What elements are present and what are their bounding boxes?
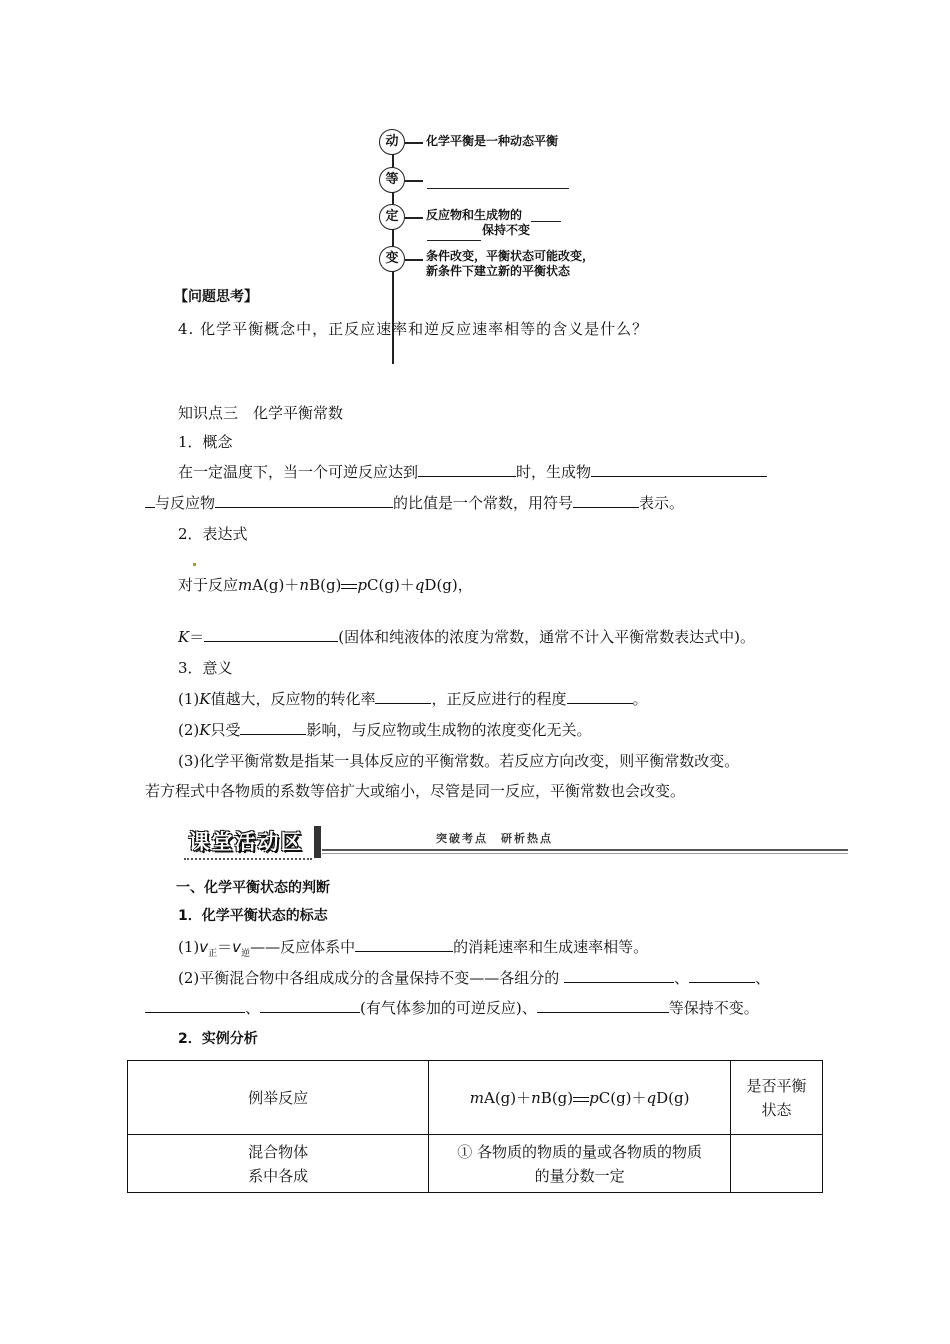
- k-expression-line: K＝ (固体和纯液体的浓度为常数，通常不计入平衡常数表达式中)。: [178, 628, 755, 646]
- diagram-text-bian-1: 条件改变，平衡状态可能改变，: [426, 249, 595, 263]
- meaning-1: (1)K值越大，反应物的转化率 ，正反应进行的程度 。: [178, 690, 648, 708]
- expression-title: 2．表达式: [178, 525, 248, 543]
- diagram-node-dong: 动: [379, 129, 405, 155]
- diagram-text-ding-2: 保持不变: [482, 223, 531, 237]
- banner-rule: [322, 849, 848, 851]
- blank: [564, 968, 674, 983]
- example-analysis-table: [127, 1060, 823, 1193]
- part1-heading: 一、化学平衡状态的判断: [176, 880, 330, 896]
- diagram-node-ding: 定: [379, 204, 405, 230]
- part1-item-2-line-2: 、 (有气体参加的可逆反应)、 等保持不变。: [145, 997, 759, 1018]
- diagram-dash: [405, 142, 423, 144]
- concept-line-2: 与反应物 的比值是一个常数，用符号 表示。: [145, 492, 684, 513]
- part1-item-1: $(1)v_正=v_逆——$反应体系中 的消耗速率和生成速率相等。: [178, 938, 649, 959]
- blank: [418, 462, 516, 477]
- blank: [567, 689, 633, 704]
- blank-ding-2: [427, 240, 481, 241]
- row-cell-answer: [730, 1135, 822, 1193]
- banner-bar: [314, 826, 321, 858]
- mark-dot: [193, 563, 196, 566]
- blank: [689, 968, 755, 983]
- table-row: [128, 1135, 823, 1193]
- section-title: 知识点三 化学平衡常数: [178, 404, 344, 422]
- diagram-node-deng: 等: [379, 167, 405, 193]
- banner-dotted-rule: [184, 858, 312, 860]
- reversible-arrow-icon: [341, 582, 357, 592]
- diagram-text-ding-1: 反应物和生成物的: [426, 208, 523, 222]
- meaning-3-line-2: 若方程式中各物质的系数等倍扩大或缩小，尽管是同一反应，平衡常数也会改变。: [145, 782, 686, 800]
- question-4: 4. 化学平衡概念中，正反应速率和逆反应速率相等的含义是什么？: [178, 320, 649, 338]
- blank: [573, 493, 639, 508]
- header-cell-equation: mA(g)＋nB(g) pC(g)＋qD(g): [429, 1061, 731, 1135]
- blank: [375, 689, 431, 704]
- reaction-line: 对于反应mA(g)＋nB(g) pC(g)＋qD(g)，: [178, 576, 473, 594]
- diagram-text-dong: 化学平衡是一种动态平衡: [426, 134, 559, 148]
- part1-sub1-title: 1．化学平衡状态的标志: [178, 908, 328, 924]
- diagram-dash: [405, 217, 423, 219]
- blank: [240, 720, 306, 735]
- concept-line-1: 在一定温度下，当一个可逆反应达到 时，生成物: [178, 461, 767, 482]
- blank: [591, 462, 767, 477]
- concept-title: 1．概念: [178, 433, 233, 451]
- diagram-node-bian: 变: [379, 246, 405, 272]
- banner-subtitle: 突破考点 研析热点: [436, 832, 553, 845]
- meaning-2: (2)K只受 影响，与反应物或生成物的浓度变化无关。: [178, 721, 592, 739]
- meaning-title: 3．意义: [178, 659, 233, 677]
- banner-rule: [322, 853, 848, 854]
- diagram-text-bian-2: 新条件下建立新的平衡状态: [426, 264, 571, 278]
- diagram-dash: [405, 259, 423, 261]
- header-cell-is-equilibrium: 是否平衡 状态: [730, 1061, 822, 1135]
- blank: [204, 627, 338, 642]
- part1-sub2-title: 2．实例分析: [178, 1031, 258, 1047]
- blank-deng: [427, 188, 569, 189]
- diagram-dash: [405, 180, 423, 182]
- question-heading: 【问题思考】: [174, 289, 258, 305]
- banner-title: 课堂活动区: [188, 830, 304, 854]
- blank-ding-1: [531, 221, 561, 222]
- blank: [215, 493, 393, 508]
- reversible-arrow-icon: [573, 1095, 589, 1105]
- table-header-row: [128, 1061, 823, 1135]
- blank: [260, 998, 360, 1013]
- blank: [145, 998, 245, 1013]
- blank: [537, 998, 669, 1013]
- blank: [145, 493, 155, 508]
- row-cell-category: 混合物体 系中各成: [128, 1135, 429, 1193]
- blank: [355, 937, 453, 952]
- row-cell-condition: ① 各物质的物质的量或各物质的物质 的量分数一定: [429, 1135, 731, 1193]
- header-cell-reaction: 例举反应: [128, 1061, 429, 1135]
- part1-item-2-line-1: (2)平衡混合物中各组成成分的含量保持不变——各组分的 、 、: [178, 969, 771, 987]
- meaning-3-line-1: (3)化学平衡常数是指某一具体反应的平衡常数。若反应方向改变，则平衡常数改变。: [178, 752, 740, 770]
